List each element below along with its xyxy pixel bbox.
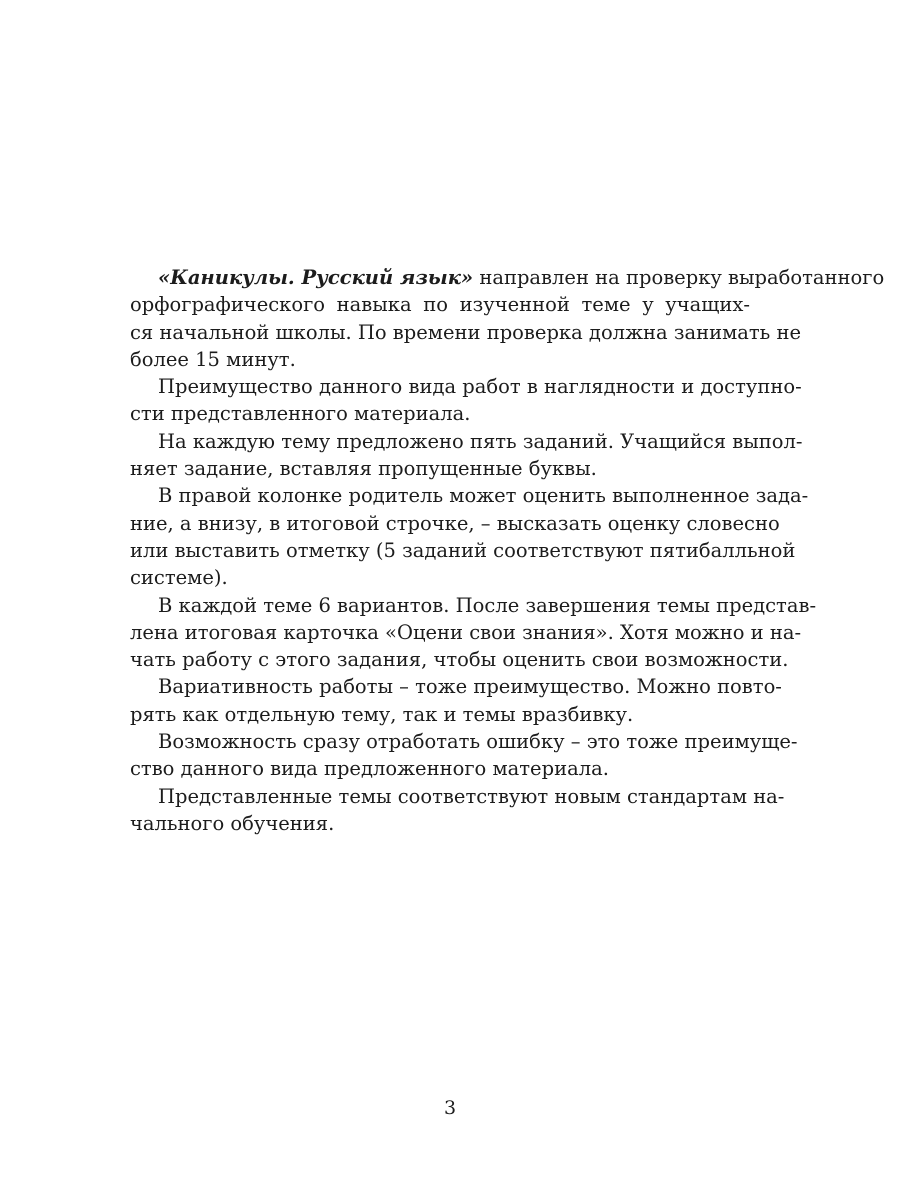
text-line: рять как отдельную тему, так и темы вразбивку. — [130, 702, 634, 726]
text-line: Вариативность работы – тоже преимущество. Можно повто- — [158, 675, 782, 699]
text-line: На каждую тему предложено пять заданий. Учащийся выпол- — [158, 429, 803, 453]
book-title-lead: «Каникулы. Русский язык» — [158, 266, 474, 289]
text-line: системе). — [130, 566, 228, 590]
text-line: В каждой теме 6 вариантов. После завершения темы представ- — [158, 593, 817, 617]
text-line: сти представленного материала. — [130, 402, 471, 426]
text-line: более 15 минут. — [130, 347, 296, 371]
text-line: Возможность сразу отработать ошибку – это тоже преимуще- — [158, 730, 798, 754]
page-number: 3 — [443, 1097, 457, 1119]
text-line: лена итоговая карточка «Оцени свои знания». Хотя можно и на- — [130, 620, 802, 644]
text-line: няет задание, вставляя пропущенные буквы. — [130, 457, 597, 481]
text-line: или выставить отметку (5 заданий соответствуют пятибалльной — [130, 538, 796, 562]
text-line: орфографического навыка по изученной теме у учащих- — [130, 293, 750, 317]
text-line: чального обучения. — [130, 811, 335, 835]
body-text — [130, 264, 885, 837]
text-line: чать работу с этого задания, чтобы оценить свои возможности. — [130, 648, 789, 672]
text-line: ся начальной школы. По времени проверка должна занимать не — [130, 320, 802, 344]
text-line: Преимущество данного вида работ в наглядности и доступно- — [158, 375, 802, 399]
text-line: «Каникулы. Русский язык» направлен на проверку выработанного — [158, 266, 885, 289]
text-line: ние, а внизу, в итоговой строчке, – высказать оценку словесно — [130, 511, 780, 535]
text-line: Представленные темы соответствуют новым стандартам на- — [158, 784, 785, 808]
text-line: В правой колонке родитель может оценить выполненное зада- — [158, 484, 809, 508]
text-line: ство данного вида предложенного материала. — [130, 757, 609, 781]
